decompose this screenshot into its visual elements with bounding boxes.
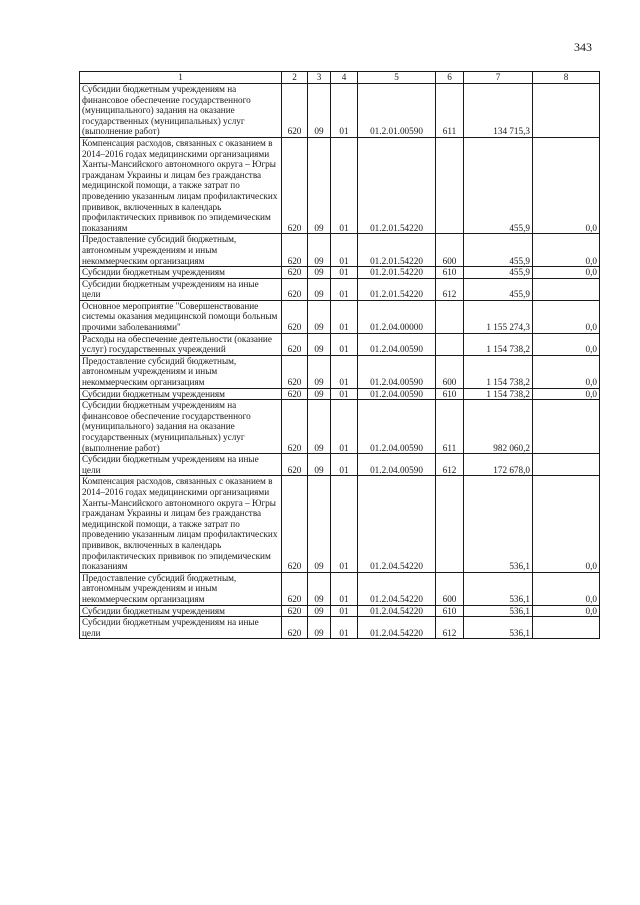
amount-total-cell: 982 060,2 — [464, 400, 533, 454]
target-article-code-cell: 01.2.04.00590 — [358, 333, 436, 355]
ministry-code-cell: 620 — [282, 476, 308, 572]
table-row — [80, 605, 600, 617]
subsection-code-cell: 01 — [331, 617, 358, 639]
subsection-code-cell: 01 — [331, 234, 358, 267]
section-code-cell: 09 — [308, 234, 331, 267]
ministry-code-cell: 620 — [282, 300, 308, 333]
table-row — [80, 388, 600, 400]
header-col-8: 8 — [533, 72, 600, 84]
amount-federal-cell — [533, 278, 600, 300]
ministry-code-cell: 620 — [282, 572, 308, 605]
amount-federal-cell: 0,0 — [533, 355, 600, 388]
expense-type-code-cell: 600 — [436, 234, 464, 267]
expense-name-cell: Предоставление субсидий бюджетным, автономным учреждениям и иным некоммерческим организациям — [80, 572, 282, 605]
amount-federal-cell: 0,0 — [533, 333, 600, 355]
table-row — [80, 400, 600, 454]
amount-federal-cell — [533, 400, 600, 454]
target-article-code-cell: 01.2.04.00590 — [358, 400, 436, 454]
subsection-code-cell: 01 — [331, 388, 358, 400]
expense-name-cell: Субсидии бюджетным учреждениям на иные цели — [80, 454, 282, 476]
expense-type-code-cell: 612 — [436, 617, 464, 639]
amount-federal-cell: 0,0 — [533, 572, 600, 605]
header-col-7: 7 — [464, 72, 533, 84]
table-row — [80, 267, 600, 279]
table-row — [80, 300, 600, 333]
table-row — [80, 454, 600, 476]
target-article-code-cell: 01.2.04.00000 — [358, 300, 436, 333]
ministry-code-cell: 620 — [282, 267, 308, 279]
ministry-code-cell: 620 — [282, 84, 308, 138]
expense-name-cell: Субсидии бюджетным учреждениям на финансовое обеспечение государственного (муниципального) задания на оказание государственных (муниципальных) услуг (выполнение работ) — [80, 400, 282, 454]
amount-federal-cell: 0,0 — [533, 605, 600, 617]
section-code-cell: 09 — [308, 400, 331, 454]
section-code-cell: 09 — [308, 267, 331, 279]
subsection-code-cell: 01 — [331, 605, 358, 617]
table-row — [80, 355, 600, 388]
table-row — [80, 572, 600, 605]
expense-type-code-cell — [436, 476, 464, 572]
amount-total-cell: 1 155 274,3 — [464, 300, 533, 333]
expense-type-code-cell: 610 — [436, 388, 464, 400]
subsection-code-cell: 01 — [331, 267, 358, 279]
ministry-code-cell: 620 — [282, 333, 308, 355]
amount-total-cell: 172 678,0 — [464, 454, 533, 476]
expense-type-code-cell: 611 — [436, 400, 464, 454]
target-article-code-cell: 01.2.01.54220 — [358, 278, 436, 300]
target-article-code-cell: 01.2.04.00590 — [358, 388, 436, 400]
amount-federal-cell — [533, 84, 600, 138]
header-col-6: 6 — [436, 72, 464, 84]
section-code-cell: 09 — [308, 388, 331, 400]
target-article-code-cell: 01.2.01.54220 — [358, 234, 436, 267]
amount-total-cell: 536,1 — [464, 617, 533, 639]
expense-type-code-cell: 600 — [436, 355, 464, 388]
table-row — [80, 84, 600, 138]
amount-total-cell: 1 154 738,2 — [464, 355, 533, 388]
header-col-3: 3 — [308, 72, 331, 84]
amount-total-cell: 455,9 — [464, 267, 533, 279]
amount-total-cell: 1 154 738,2 — [464, 388, 533, 400]
ministry-code-cell: 620 — [282, 234, 308, 267]
expense-type-code-cell: 611 — [436, 84, 464, 138]
expense-type-code-cell: 600 — [436, 572, 464, 605]
amount-federal-cell: 0,0 — [533, 234, 600, 267]
ministry-code-cell: 620 — [282, 400, 308, 454]
amount-total-cell: 455,9 — [464, 137, 533, 233]
amount-federal-cell: 0,0 — [533, 137, 600, 233]
subsection-code-cell: 01 — [331, 333, 358, 355]
subsection-code-cell: 01 — [331, 454, 358, 476]
section-code-cell: 09 — [308, 278, 331, 300]
section-code-cell: 09 — [308, 84, 331, 138]
expense-name-cell: Субсидии бюджетным учреждениям на иные цели — [80, 617, 282, 639]
subsection-code-cell: 01 — [331, 572, 358, 605]
target-article-code-cell: 01.2.01.00590 — [358, 84, 436, 138]
expense-name-cell: Основное мероприятие "Совершенствование системы оказания медицинской помощи больным прочими заболеваниями" — [80, 300, 282, 333]
page-number: 343 — [574, 40, 592, 54]
section-code-cell: 09 — [308, 355, 331, 388]
table-row — [80, 617, 600, 639]
target-article-code-cell: 01.2.04.54220 — [358, 572, 436, 605]
section-code-cell: 09 — [308, 572, 331, 605]
amount-federal-cell — [533, 617, 600, 639]
amount-total-cell: 1 154 738,2 — [464, 333, 533, 355]
expense-type-code-cell — [436, 300, 464, 333]
amount-total-cell: 536,1 — [464, 476, 533, 572]
expense-type-code-cell: 610 — [436, 267, 464, 279]
expense-type-code-cell: 610 — [436, 605, 464, 617]
table-row — [80, 278, 600, 300]
subsection-code-cell: 01 — [331, 355, 358, 388]
amount-federal-cell — [533, 454, 600, 476]
expense-name-cell: Предоставление субсидий бюджетным, автономным учреждениям и иным некоммерческим организациям — [80, 355, 282, 388]
target-article-code-cell: 01.2.01.54220 — [358, 137, 436, 233]
expense-type-code-cell: 612 — [436, 454, 464, 476]
expense-type-code-cell — [436, 333, 464, 355]
ministry-code-cell: 620 — [282, 137, 308, 233]
subsection-code-cell: 01 — [331, 300, 358, 333]
header-col-2: 2 — [282, 72, 308, 84]
subsection-code-cell: 01 — [331, 476, 358, 572]
expense-name-cell: Предоставление субсидий бюджетным, автономным учреждениям и иным некоммерческим организациям — [80, 234, 282, 267]
expense-name-cell: Субсидии бюджетным учреждениям — [80, 388, 282, 400]
expense-name-cell: Расходы на обеспечение деятельности (оказание услуг) государственных учреждений — [80, 333, 282, 355]
amount-total-cell: 536,1 — [464, 605, 533, 617]
section-code-cell: 09 — [308, 454, 331, 476]
header-col-1: 1 — [80, 72, 282, 84]
header-row — [80, 72, 600, 84]
amount-federal-cell: 0,0 — [533, 388, 600, 400]
expense-name-cell: Компенсация расходов, связанных с оказанием в 2014–2016 годах медицинскими организациями Ханты-Мансийского автономного округа – Югры гражданам Украины и лицам без гражданства медицинской помощи, а также затрат по проведению указанным лицам профилактических прививок, включенных в календарь профилактических прививок по эпидемическим показаниям — [80, 476, 282, 572]
expense-type-code-cell — [436, 137, 464, 233]
section-code-cell: 09 — [308, 476, 331, 572]
expense-name-cell: Компенсация расходов, связанных с оказанием в 2014–2016 годах медицинскими организациями Ханты-Мансийского автономного округа – Югры гражданам Украины и лицам без гражданства медицинской помощи, а также затрат по проведению указанным лицам профилактических прививок, включенных в календарь профилактических прививок по эпидемическим показаниям — [80, 137, 282, 233]
target-article-code-cell: 01.2.04.54220 — [358, 617, 436, 639]
amount-total-cell: 455,9 — [464, 234, 533, 267]
table-row — [80, 476, 600, 572]
section-code-cell: 09 — [308, 300, 331, 333]
amount-federal-cell: 0,0 — [533, 300, 600, 333]
table-header — [80, 72, 600, 84]
amount-federal-cell: 0,0 — [533, 267, 600, 279]
ministry-code-cell: 620 — [282, 278, 308, 300]
ministry-code-cell: 620 — [282, 605, 308, 617]
expense-type-code-cell: 612 — [436, 278, 464, 300]
subsection-code-cell: 01 — [331, 400, 358, 454]
ministry-code-cell: 620 — [282, 454, 308, 476]
target-article-code-cell: 01.2.04.00590 — [358, 355, 436, 388]
subsection-code-cell: 01 — [331, 84, 358, 138]
ministry-code-cell: 620 — [282, 617, 308, 639]
budget-table — [79, 71, 600, 639]
table-row — [80, 137, 600, 233]
ministry-code-cell: 620 — [282, 388, 308, 400]
expense-name-cell: Субсидии бюджетным учреждениям — [80, 267, 282, 279]
amount-total-cell: 134 715,3 — [464, 84, 533, 138]
section-code-cell: 09 — [308, 333, 331, 355]
expense-name-cell: Субсидии бюджетным учреждениям на финансовое обеспечение государственного (муниципального) задания на оказание государственных (муниципальных) услуг (выполнение работ) — [80, 84, 282, 138]
table-body — [80, 84, 600, 639]
subsection-code-cell: 01 — [331, 137, 358, 233]
amount-federal-cell: 0,0 — [533, 476, 600, 572]
subsection-code-cell: 01 — [331, 278, 358, 300]
expense-name-cell: Субсидии бюджетным учреждениям на иные цели — [80, 278, 282, 300]
target-article-code-cell: 01.2.04.00590 — [358, 454, 436, 476]
target-article-code-cell: 01.2.01.54220 — [358, 267, 436, 279]
target-article-code-cell: 01.2.04.54220 — [358, 605, 436, 617]
section-code-cell: 09 — [308, 617, 331, 639]
header-col-4: 4 — [331, 72, 358, 84]
expense-name-cell: Субсидии бюджетным учреждениям — [80, 605, 282, 617]
target-article-code-cell: 01.2.04.54220 — [358, 476, 436, 572]
table-row — [80, 234, 600, 267]
section-code-cell: 09 — [308, 605, 331, 617]
amount-total-cell: 536,1 — [464, 572, 533, 605]
header-col-5: 5 — [358, 72, 436, 84]
amount-total-cell: 455,9 — [464, 278, 533, 300]
table-row — [80, 333, 600, 355]
ministry-code-cell: 620 — [282, 355, 308, 388]
section-code-cell: 09 — [308, 137, 331, 233]
